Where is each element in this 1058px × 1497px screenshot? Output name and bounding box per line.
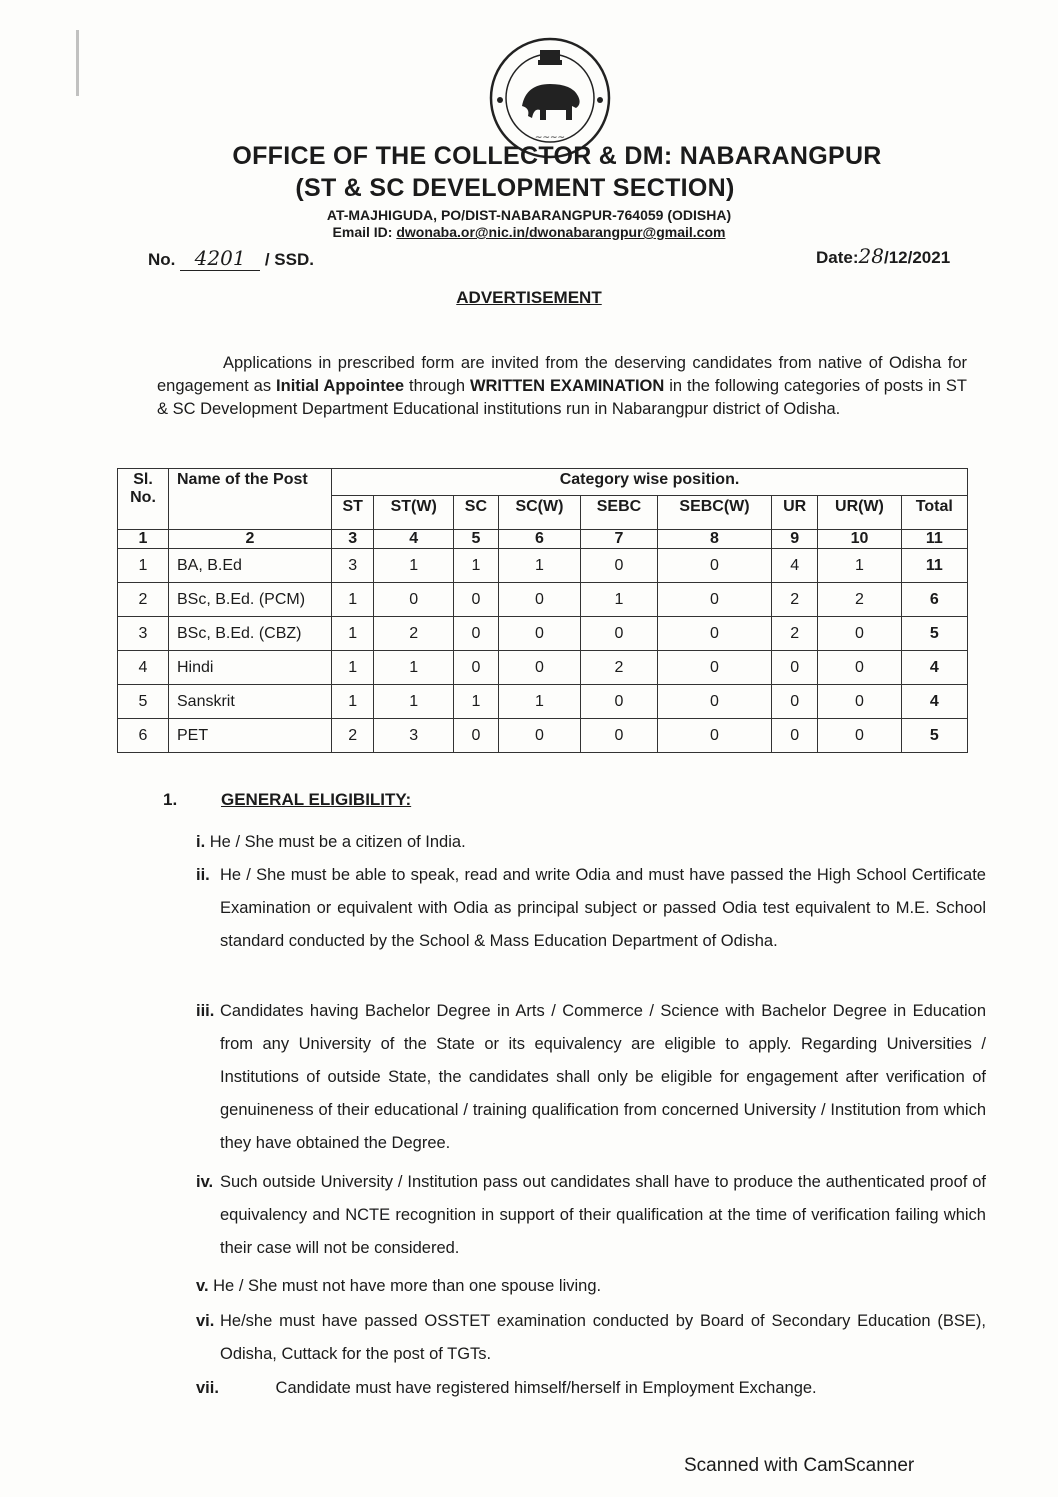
date-day-handwritten: 28	[858, 244, 884, 268]
col-header: ST	[332, 496, 374, 530]
intro-text-2: through	[404, 377, 470, 395]
value-cell: 0	[818, 719, 901, 753]
value-cell: 1	[498, 685, 580, 719]
table-row	[118, 583, 968, 617]
value-cell: 0	[772, 651, 818, 685]
posts-table	[117, 468, 968, 753]
value-cell: 0	[453, 617, 498, 651]
post-name-cell: Hindi	[169, 651, 332, 685]
item-number: i.	[196, 833, 206, 851]
value-cell: 0	[580, 719, 657, 753]
item-text: He/she must have passed OSSTET examination conducted by Board of Secondary Education (BSE), Odisha, Cuttack for the post of TGTs.	[220, 1312, 986, 1363]
value-cell: 11	[901, 549, 967, 583]
value-cell: 0	[657, 651, 771, 685]
value-cell: 0	[580, 617, 657, 651]
post-name-cell: Sanskrit	[169, 685, 332, 719]
item-number: vii.	[196, 1379, 219, 1397]
value-cell: 2	[818, 583, 901, 617]
date-label: Date:	[816, 248, 859, 267]
advertisement-heading: ADVERTISEMENT	[456, 288, 602, 307]
value-cell: 0	[657, 617, 771, 651]
item-text: Such outside University / Institution pass out candidates shall have to produce the authenticated proof of equivalency and NCTE recognition in support of their qualification at the time of verification failing which their case will not be considered.	[220, 1173, 986, 1257]
value-cell: 3	[332, 549, 374, 583]
item-number: ii.	[196, 866, 210, 884]
intro-bold-1: Initial Appointee	[276, 377, 405, 395]
value-cell: 1	[332, 651, 374, 685]
index-cell: 11	[901, 530, 967, 549]
item-number: iii.	[196, 1002, 215, 1020]
item-number: iv.	[196, 1173, 214, 1191]
value-cell: 0	[772, 685, 818, 719]
camscanner-footer: Scanned with CamScanner	[684, 1455, 915, 1476]
post-name-cell: PET	[169, 719, 332, 753]
eligibility-section-number: 1.	[163, 790, 178, 809]
sl-cell: 3	[118, 617, 169, 651]
index-cell: 6	[498, 530, 580, 549]
value-cell: 2	[374, 617, 454, 651]
index-cell: 8	[657, 530, 771, 549]
value-cell: 3	[374, 719, 454, 753]
sl-cell: 6	[118, 719, 169, 753]
value-cell: 0	[498, 651, 580, 685]
value-cell: 1	[332, 685, 374, 719]
value-cell: 4	[901, 685, 967, 719]
sl-cell: 4	[118, 651, 169, 685]
ref-no-suffix: / SSD.	[264, 250, 314, 269]
value-cell: 2	[772, 583, 818, 617]
value-cell: 1	[374, 685, 454, 719]
eligibility-item	[196, 1166, 986, 1265]
value-cell: 0	[453, 583, 498, 617]
value-cell: 4	[901, 651, 967, 685]
col-header: SEBC(W)	[657, 496, 771, 530]
value-cell: 0	[657, 583, 771, 617]
date-rest: /12/2021	[883, 248, 951, 267]
value-cell: 5	[901, 617, 967, 651]
col-header: SC	[453, 496, 498, 530]
item-text: He / She must be able to speak, read and write Odia and must have passed the High School Certificate Examination or equivalent with Odia as principal subject or passed Odia test equivalent to M.E. School standard conducted by the School & Mass Education Department of Odisha.	[220, 866, 986, 950]
value-cell: 1	[580, 583, 657, 617]
table-row	[118, 719, 968, 753]
post-name-cell: BSc, B.Ed. (CBZ)	[169, 617, 332, 651]
sl-cell: 2	[118, 583, 169, 617]
value-cell: 0	[657, 719, 771, 753]
email-link[interactable]: dwonaba.or@nic.in/dwonabarangpur@gmail.com	[396, 224, 726, 240]
eligibility-item	[196, 1270, 986, 1303]
eligibility-item	[196, 859, 986, 958]
index-cell: 9	[772, 530, 818, 549]
value-cell: 0	[657, 685, 771, 719]
index-cell: 1	[118, 530, 169, 549]
value-cell: 0	[453, 651, 498, 685]
post-rows	[118, 549, 968, 753]
email-label: Email ID:	[332, 224, 397, 240]
eligibility-item	[196, 995, 986, 1160]
value-cell: 0	[818, 685, 901, 719]
value-cell: 1	[498, 549, 580, 583]
value-cell: 2	[772, 617, 818, 651]
table-row	[118, 651, 968, 685]
eligibility-item	[196, 1372, 986, 1405]
value-cell: 0	[818, 617, 901, 651]
col-header: UR	[772, 496, 818, 530]
category-group-header: Category wise position.	[332, 469, 968, 496]
value-cell: 0	[818, 651, 901, 685]
office-title: OFFICE OF THE COLLECTOR & DM: NABARANGPUR	[232, 142, 882, 170]
eligibility-item	[196, 826, 986, 859]
col-header: Total	[901, 496, 967, 530]
value-cell: 5	[901, 719, 967, 753]
col-header: UR(W)	[818, 496, 901, 530]
section-title: (ST & SC DEVELOPMENT SECTION)	[295, 174, 735, 202]
office-email	[0, 224, 1058, 240]
index-cell: 5	[453, 530, 498, 549]
svg-text:~~~~: ~~~~	[534, 133, 566, 143]
value-cell: 0	[374, 583, 454, 617]
value-cell: 1	[818, 549, 901, 583]
item-text: Candidate must have registered himself/herself in Employment Exchange.	[275, 1379, 817, 1397]
value-cell: 1	[374, 651, 454, 685]
office-address: AT-MAJHIGUDA, PO/DIST-NABARANGPUR-764059 (ODISHA)	[326, 207, 732, 223]
item-number: v.	[196, 1277, 209, 1295]
intro-bold-2: WRITTEN EXAMINATION	[469, 377, 665, 395]
index-cell: 3	[332, 530, 374, 549]
value-cell: 2	[580, 651, 657, 685]
sl-cell: 5	[118, 685, 169, 719]
ref-no-label: No.	[148, 250, 176, 269]
col-header: ST(W)	[374, 496, 454, 530]
value-cell: 1	[374, 549, 454, 583]
intro-text-1: Applications in prescribed form are invited from the deserving candidates from native of Odisha for engagement as	[157, 354, 967, 395]
table-row	[118, 617, 968, 651]
reference-number	[148, 246, 314, 271]
value-cell: 0	[498, 719, 580, 753]
index-cell: 10	[818, 530, 901, 549]
sl-cell: 1	[118, 549, 169, 583]
intro-paragraph	[157, 352, 967, 421]
value-cell: 1	[332, 583, 374, 617]
table-row	[118, 549, 968, 583]
value-cell: 2	[332, 719, 374, 753]
index-cell: 2	[169, 530, 332, 549]
intro-text-3: in the following categories of posts in ST & SC Development Department Educational institutions run in Nabarangpur district of Odisha.	[157, 377, 967, 418]
value-cell: 0	[580, 549, 657, 583]
value-cell: 0	[580, 685, 657, 719]
value-cell: 4	[772, 549, 818, 583]
value-cell: 0	[498, 617, 580, 651]
col-header: SEBC	[580, 496, 657, 530]
value-cell: 6	[901, 583, 967, 617]
col-header: SC(W)	[498, 496, 580, 530]
value-cell: 0	[498, 583, 580, 617]
document-date	[816, 244, 950, 268]
value-cell: 0	[657, 549, 771, 583]
post-name-cell: BA, B.Ed	[169, 549, 332, 583]
eligibility-section-title: GENERAL ELIGIBILITY:	[221, 790, 412, 809]
ref-no-handwritten: 4201	[180, 246, 260, 271]
item-text: He / She must not have more than one spouse living.	[213, 1277, 602, 1295]
col-post-header: Name of the Post	[169, 469, 332, 530]
post-name-cell: BSc, B.Ed. (PCM)	[169, 583, 332, 617]
scan-edge-mark	[76, 30, 79, 96]
table-row	[118, 685, 968, 719]
index-cell: 7	[580, 530, 657, 549]
value-cell: 1	[332, 617, 374, 651]
value-cell: 1	[453, 549, 498, 583]
value-cell: 1	[453, 685, 498, 719]
item-text: He / She must be a citizen of India.	[209, 833, 466, 851]
col-sl-header: Sl. No.	[118, 469, 169, 530]
index-cell: 4	[374, 530, 454, 549]
eligibility-item	[196, 1305, 986, 1371]
value-cell: 0	[453, 719, 498, 753]
item-number: vi.	[196, 1312, 215, 1330]
value-cell: 0	[772, 719, 818, 753]
item-text: Candidates having Bachelor Degree in Arts / Commerce / Science with Bachelor Degree in Education from any University of the State or its equivalency are eligible to apply. Regarding Universities / Institutions of outside State, the candidates shall only be eligible for engagement after verification of genuineness of their educational / training qualification from concerned University / Institution from which they have obtained the Degree.	[220, 1002, 986, 1152]
